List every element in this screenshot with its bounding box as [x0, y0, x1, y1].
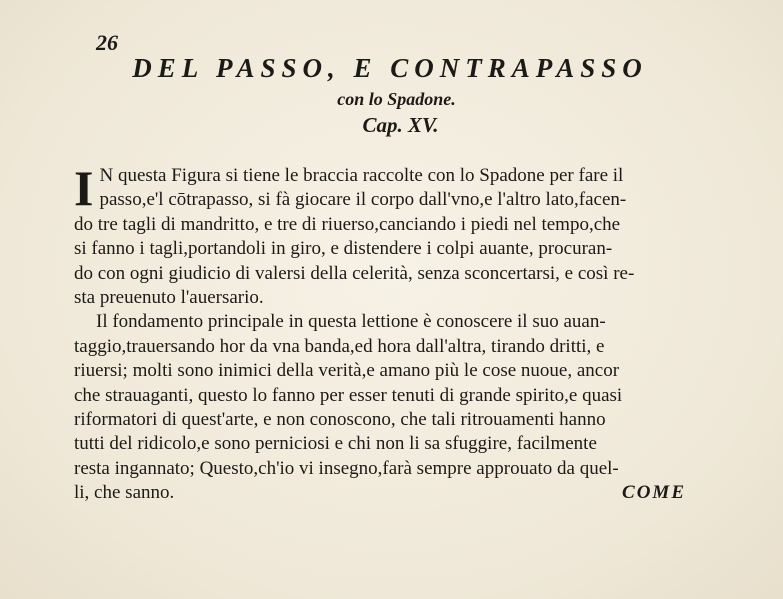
page-number: 26 — [96, 30, 118, 55]
text-line: do tre tagli di mandritto, e tre di riuerso,canciando i piedi nel tempo,che — [74, 213, 621, 235]
text-line: si fanno i tagli,portandoli in giro, e distendere i colpi auante, procuran- — [74, 238, 613, 260]
text-line: riuersi; molti sono inimici della verità,e amano più le cose nuoue, ancor — [74, 360, 620, 382]
text-line: do con ogni giudicio di valersi della celerità, senza sconcertarsi, e così re- — [74, 262, 635, 284]
drop-cap-initial: I — [74, 160, 94, 216]
text-line: sta preuenuto l'auersario. — [74, 287, 264, 309]
chapter-number: Cap. XV. — [362, 113, 439, 137]
text-line: taggio,trauersando hor da vna banda,ed hora dall'altra, tirando dritti, e — [74, 335, 605, 357]
chapter-subtitle: con lo Spadone. — [337, 89, 456, 109]
text-line: passo,e'l cōtrapasso, si fà giocare il corpo dall'vno,e l'altro lato,facen- — [99, 189, 627, 211]
text-line: li, che sanno. — [74, 482, 175, 504]
text-line: tutti del ridicolo,e sono perniciosi e chi non li sa sfuggire, facilmente — [74, 433, 597, 455]
text-line: che strauaganti, questo lo fanno per esser tenuti di grande spirito,e quasi — [74, 384, 623, 406]
body-text — [74, 160, 722, 506]
chapter-title: DEL PASSO, E CONTRAPASSO — [132, 53, 648, 83]
paragraph-2 — [74, 310, 722, 505]
text-line: N questa Figura si tiene le braccia raccolte con lo Spadone per fare il — [99, 165, 624, 186]
paragraph-1 — [74, 160, 722, 310]
text-line: resta ingannato; Questo,ch'io vi insegno,farà sempre approuato da quel- — [74, 457, 619, 479]
catchword: COME — [622, 482, 686, 504]
text-line: riformatori di quest'arte, e non conoscono, che tali ritrouamenti hanno — [74, 409, 606, 431]
last-line — [74, 481, 722, 505]
text-line: Il fondamento principale in questa lettione è conoscere il suo auan- — [96, 311, 606, 333]
